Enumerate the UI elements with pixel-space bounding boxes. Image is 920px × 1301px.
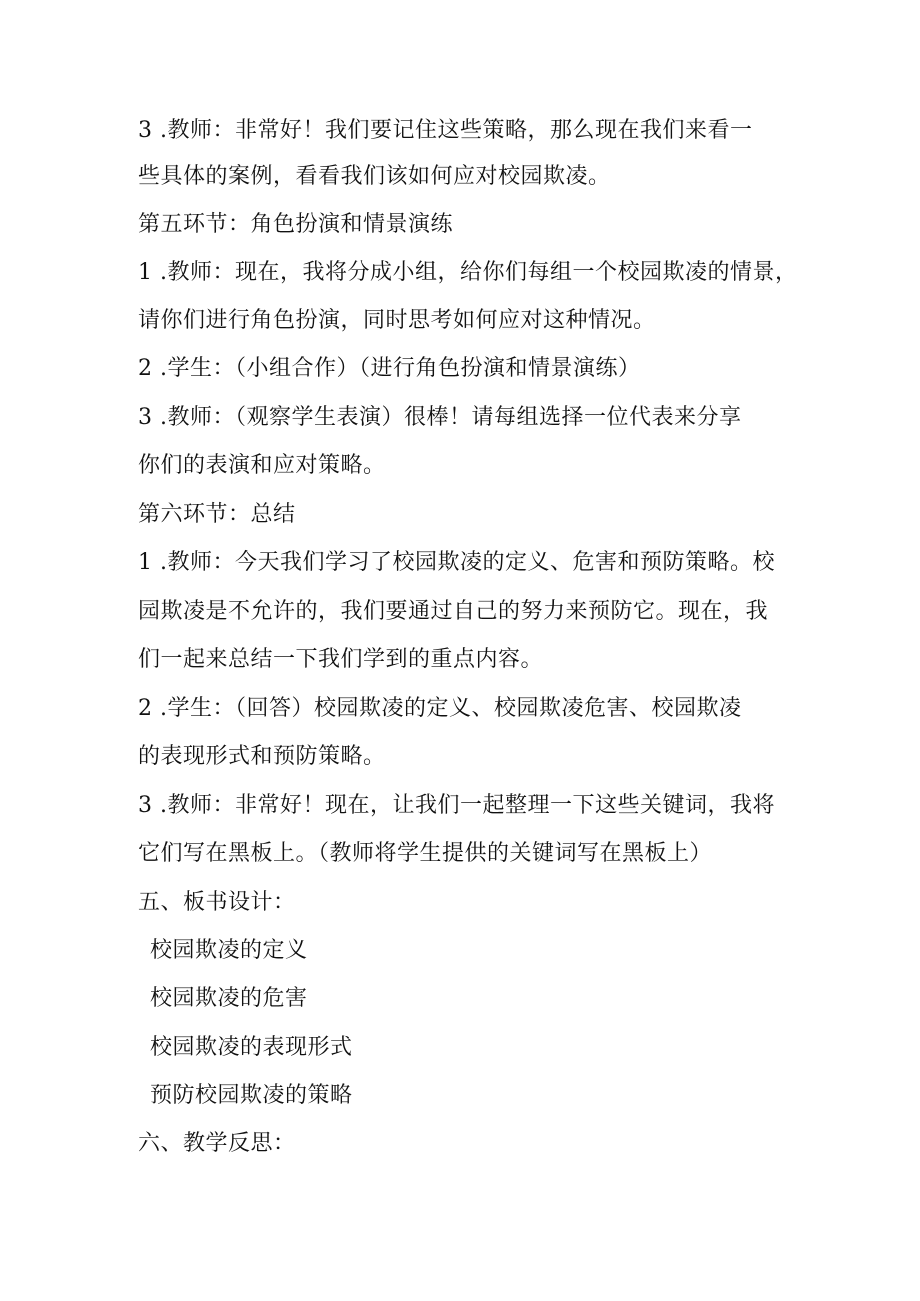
paragraph-line: 们一起来总结一下我们学到的重点内容。: [138, 647, 544, 672]
paragraph-line: 2 .学生：（小组合作）（进行角色扮演和情景演练）: [138, 356, 641, 381]
paragraph-line: 1 .教师：今天我们学习了校园欺凌的定义、危害和预防策略。校: [138, 550, 775, 575]
section-heading: 第六环节：总结: [138, 502, 296, 527]
paragraph-line: 3 .教师：非常好！现在，让我们一起整理一下这些关键词，我将: [138, 793, 775, 818]
paragraph-line: 2 .学生：（回答）校园欺凌的定义、校园欺凌危害、校园欺凌: [138, 696, 742, 721]
paragraph-line: 请你们进行角色扮演，同时思考如何应对这种情况。: [138, 308, 656, 333]
paragraph-line: 园欺凌是不允许的，我们要通过自己的努力来预防它。现在，我: [138, 599, 769, 624]
paragraph-line: 些具体的案例，看看我们该如何应对校园欺凌。: [138, 164, 611, 189]
paragraph-line: 3 .教师：非常好！我们要记住这些策略，那么现在我们来看一: [138, 118, 753, 143]
paragraph-line: 它们写在黑板上。（教师将学生提供的关键词写在黑板上）: [138, 841, 713, 866]
paragraph-line: 1 .教师：现在，我将分成小组，给你们每组一个校园欺凌的情景，: [138, 260, 798, 285]
section-heading: 五、板书设计：: [138, 890, 296, 915]
blackboard-item: 校园欺凌的表现形式: [150, 1035, 353, 1060]
blackboard-item: 预防校园欺凌的策略: [150, 1083, 353, 1108]
paragraph-line: 3 .教师：（观察学生表演）很棒！请每组选择一位代表来分享: [138, 405, 742, 430]
blackboard-item: 校园欺凌的危害: [150, 986, 308, 1011]
paragraph-line: 的表现形式和预防策略。: [138, 744, 386, 769]
paragraph-line: 你们的表演和应对策略。: [138, 453, 386, 478]
blackboard-item: 校园欺凌的定义: [150, 938, 308, 963]
section-heading: 第五环节：角色扮演和情景演练: [138, 212, 454, 237]
section-heading: 六、教学反思：: [138, 1131, 296, 1156]
